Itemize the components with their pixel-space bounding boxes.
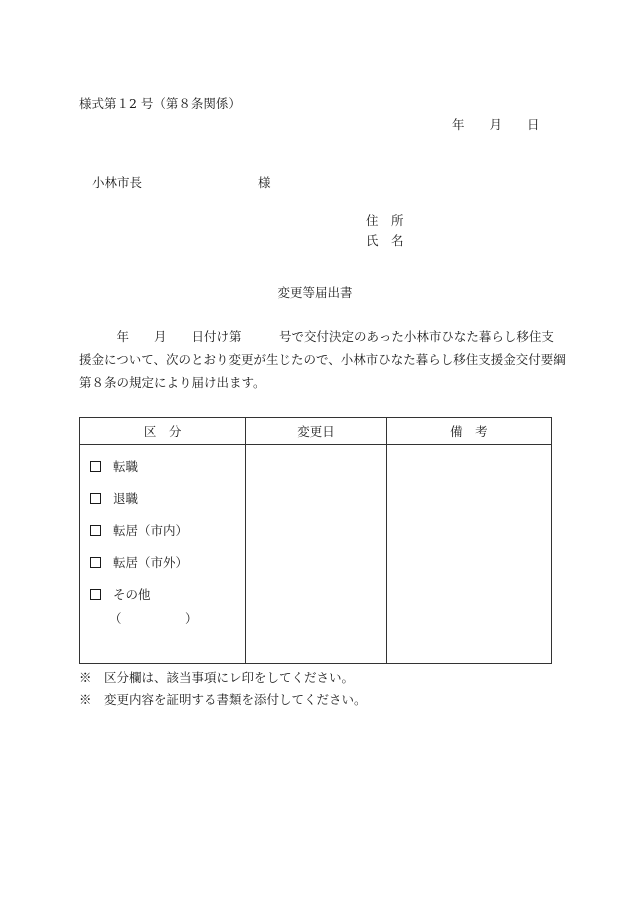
addressee-name: 小林市長 (92, 175, 143, 190)
option-resignation[interactable] (80, 491, 245, 523)
date-line: 年 月 日 (452, 117, 540, 132)
body-paragraph (79, 325, 566, 394)
checkbox-resignation[interactable] (90, 493, 101, 504)
option-move-outside-city[interactable] (80, 555, 245, 587)
checkbox-other[interactable] (90, 589, 101, 600)
note-attach-documents: ※ 変更内容を証明する書類を添付してください。 (79, 692, 367, 707)
option-label: その他 (113, 587, 151, 602)
option-move-within-city[interactable] (80, 523, 245, 555)
category-options (80, 445, 245, 629)
option-label: 転職 (113, 459, 139, 474)
body-line-3: 第８条の規定により届け出ます。 (79, 375, 266, 390)
document-title: 変更等届出書 (277, 285, 353, 300)
checkbox-move-outside-city[interactable] (90, 557, 101, 568)
other-detail-field[interactable] (80, 609, 245, 629)
change-date-cell[interactable] (246, 445, 386, 664)
option-other[interactable] (80, 587, 245, 609)
option-job-change[interactable] (80, 459, 245, 491)
category-cell (80, 445, 246, 664)
option-label: 転居（市外） (113, 555, 189, 570)
header-change-date: 変更日 (246, 418, 386, 445)
option-label: 退職 (113, 491, 139, 506)
table-body-row (80, 445, 552, 664)
table-header-row (80, 418, 552, 445)
checkbox-job-change[interactable] (90, 461, 101, 472)
note-checkmark: ※ 区分欄は、該当事項にレ印をしてください。 (79, 670, 355, 685)
header-category: 区 分 (80, 418, 246, 445)
addressee-suffix: 様 (258, 175, 271, 190)
body-line-2: 援金について、次のとおり変更が生じたので、小林市ひなた暮らし移住支援金交付要綱 (79, 352, 566, 367)
name-label: 氏 名 (366, 233, 404, 248)
checkbox-move-within-city[interactable] (90, 525, 101, 536)
form-number: 様式第１2 号（第８条関係） (79, 96, 241, 111)
header-remarks: 備 考 (386, 418, 551, 445)
change-table (79, 417, 552, 664)
address-label: 住 所 (366, 213, 404, 228)
remarks-cell[interactable] (386, 445, 551, 664)
body-line-1: 年 月 日付け第 号で交付決定のあった小林市ひなた暮らし移住支 (79, 329, 554, 344)
option-label: 転居（市内） (113, 523, 189, 538)
paren-open: （ (109, 611, 122, 626)
paren-close: ） (185, 611, 198, 626)
